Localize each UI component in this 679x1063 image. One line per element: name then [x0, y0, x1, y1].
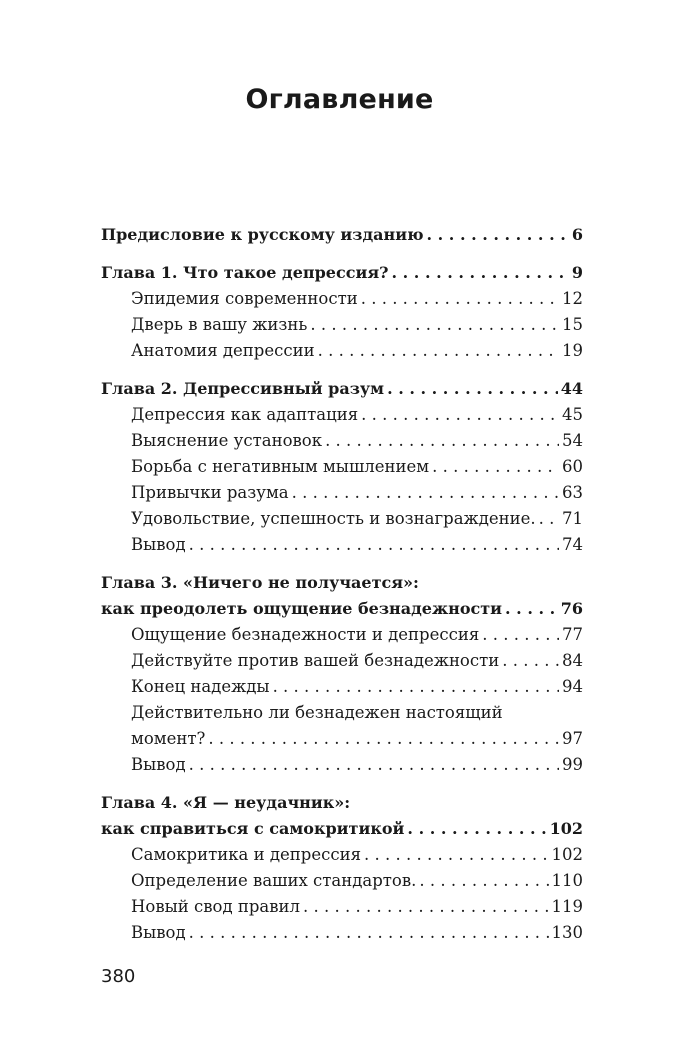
toc-section-title: Самокритика и депрессия	[131, 845, 362, 864]
toc-section[interactable]	[101, 622, 583, 648]
toc-entry-title: Глава 2. Депрессивный разум	[101, 379, 385, 398]
toc-section-title: Определение ваших стандартов.	[131, 871, 417, 890]
toc-entry-preface[interactable]	[101, 222, 583, 248]
toc-section-title: Вывод	[131, 755, 186, 774]
toc-section[interactable]	[101, 648, 583, 674]
leader-dots	[318, 338, 559, 364]
toc-entry-page: 44	[560, 379, 583, 398]
toc-section-title: момент?	[131, 729, 206, 748]
leader-dots	[502, 648, 559, 674]
toc-section-title: Действуйте против вашей безнадежности	[131, 651, 500, 670]
toc-section-page: 54	[562, 431, 583, 450]
toc-section-title: Вывод	[131, 535, 186, 554]
toc-section-page: 99	[562, 755, 583, 774]
toc-section[interactable]	[101, 920, 583, 946]
page-number: 380	[101, 966, 136, 987]
leader-dots	[189, 920, 549, 946]
toc-section[interactable]	[101, 532, 583, 558]
toc-entry-page: 76	[560, 599, 583, 618]
toc-section-title: Выяснение установок	[131, 431, 323, 450]
leader-dots	[292, 480, 559, 506]
toc-section-page: 102	[551, 845, 583, 864]
toc-section[interactable]	[101, 312, 583, 338]
toc-section-page: 77	[562, 625, 583, 644]
toc-section-page: 12	[562, 289, 583, 308]
toc-section-page: 60	[562, 457, 583, 476]
leader-dots	[325, 428, 559, 454]
toc-entry-page: 6	[571, 225, 583, 244]
leader-dots	[407, 816, 546, 842]
leader-dots	[419, 868, 548, 894]
toc-section-title: Вывод	[131, 923, 186, 942]
toc-section-title: Удовольствие, успешность и вознаграждение.	[131, 509, 536, 528]
toc-section[interactable]	[101, 752, 583, 778]
toc-section-title: Привычки разума	[131, 483, 289, 502]
toc-section-page: 110	[551, 871, 583, 890]
toc-section[interactable]	[101, 726, 583, 752]
toc-section-title: Ощущение безнадежности и депрессия	[131, 625, 480, 644]
toc-entry-title: как справиться с самокритикой	[101, 819, 405, 838]
leader-dots	[539, 506, 559, 532]
table-of-contents	[101, 222, 583, 946]
leader-dots	[361, 286, 559, 312]
toc-section-page: 84	[562, 651, 583, 670]
toc-section-page: 97	[562, 729, 583, 748]
toc-section-title: Борьба с негативным мышлением	[131, 457, 430, 476]
toc-section[interactable]	[101, 454, 583, 480]
toc-entry-page: 102	[549, 819, 583, 838]
toc-entry-chapter-3[interactable]	[101, 596, 583, 622]
leader-dots	[189, 752, 559, 778]
toc-section[interactable]	[101, 480, 583, 506]
toc-entry-title: Предисловие к русскому изданию	[101, 225, 424, 244]
leader-dots	[208, 726, 559, 752]
leader-dots	[364, 842, 548, 868]
toc-section-title: Анатомия депрессии	[131, 341, 315, 360]
toc-section-title: Дверь в вашу жизнь	[131, 315, 308, 334]
toc-section-page: 94	[562, 677, 583, 696]
leader-dots	[387, 376, 558, 402]
toc-section[interactable]	[101, 338, 583, 364]
toc-section-title: Новый свод правил	[131, 897, 301, 916]
toc-section[interactable]	[101, 842, 583, 868]
toc-section-page: 130	[551, 923, 583, 942]
page-title: Оглавление	[245, 84, 434, 115]
toc-section[interactable]	[101, 428, 583, 454]
toc-section-line1[interactable]: Действительно ли безнадежен настоящий	[131, 703, 503, 722]
toc-section[interactable]	[101, 402, 583, 428]
leader-dots	[482, 622, 559, 648]
toc-section-page: 119	[551, 897, 583, 916]
leader-dots	[189, 532, 559, 558]
leader-dots	[310, 312, 559, 338]
leader-dots	[303, 894, 548, 920]
toc-section[interactable]	[101, 868, 583, 894]
toc-section-title: Конец надежды	[131, 677, 270, 696]
toc-section-title: Эпидемия современности	[131, 289, 358, 308]
toc-entry-chapter-4-line1[interactable]: Глава 4. «Я — неудачник»:	[101, 793, 351, 812]
toc-section-page: 74	[562, 535, 583, 554]
toc-section[interactable]	[101, 506, 583, 532]
toc-section-page: 45	[562, 405, 583, 424]
toc-section-page: 63	[562, 483, 583, 502]
toc-section[interactable]	[101, 674, 583, 700]
toc-entry-chapter-3-line1[interactable]: Глава 3. «Ничего не получается»:	[101, 573, 419, 592]
toc-entry-title: как преодолеть ощущение безнадежности	[101, 599, 503, 618]
toc-section[interactable]	[101, 286, 583, 312]
leader-dots	[427, 222, 569, 248]
toc-entry-chapter-1[interactable]	[101, 260, 583, 286]
toc-section-page: 71	[562, 509, 583, 528]
toc-section-page: 15	[562, 315, 583, 334]
leader-dots	[361, 402, 559, 428]
toc-entry-chapter-4[interactable]	[101, 816, 583, 842]
toc-section-title: Депрессия как адаптация	[131, 405, 359, 424]
toc-entry-page: 9	[571, 263, 583, 282]
leader-dots	[273, 674, 559, 700]
toc-entry-title: Глава 1. Что такое депрессия?	[101, 263, 389, 282]
leader-dots	[432, 454, 559, 480]
toc-section[interactable]	[101, 894, 583, 920]
leader-dots	[505, 596, 558, 622]
toc-section-page: 19	[562, 341, 583, 360]
leader-dots	[392, 260, 569, 286]
toc-entry-chapter-2[interactable]	[101, 376, 583, 402]
